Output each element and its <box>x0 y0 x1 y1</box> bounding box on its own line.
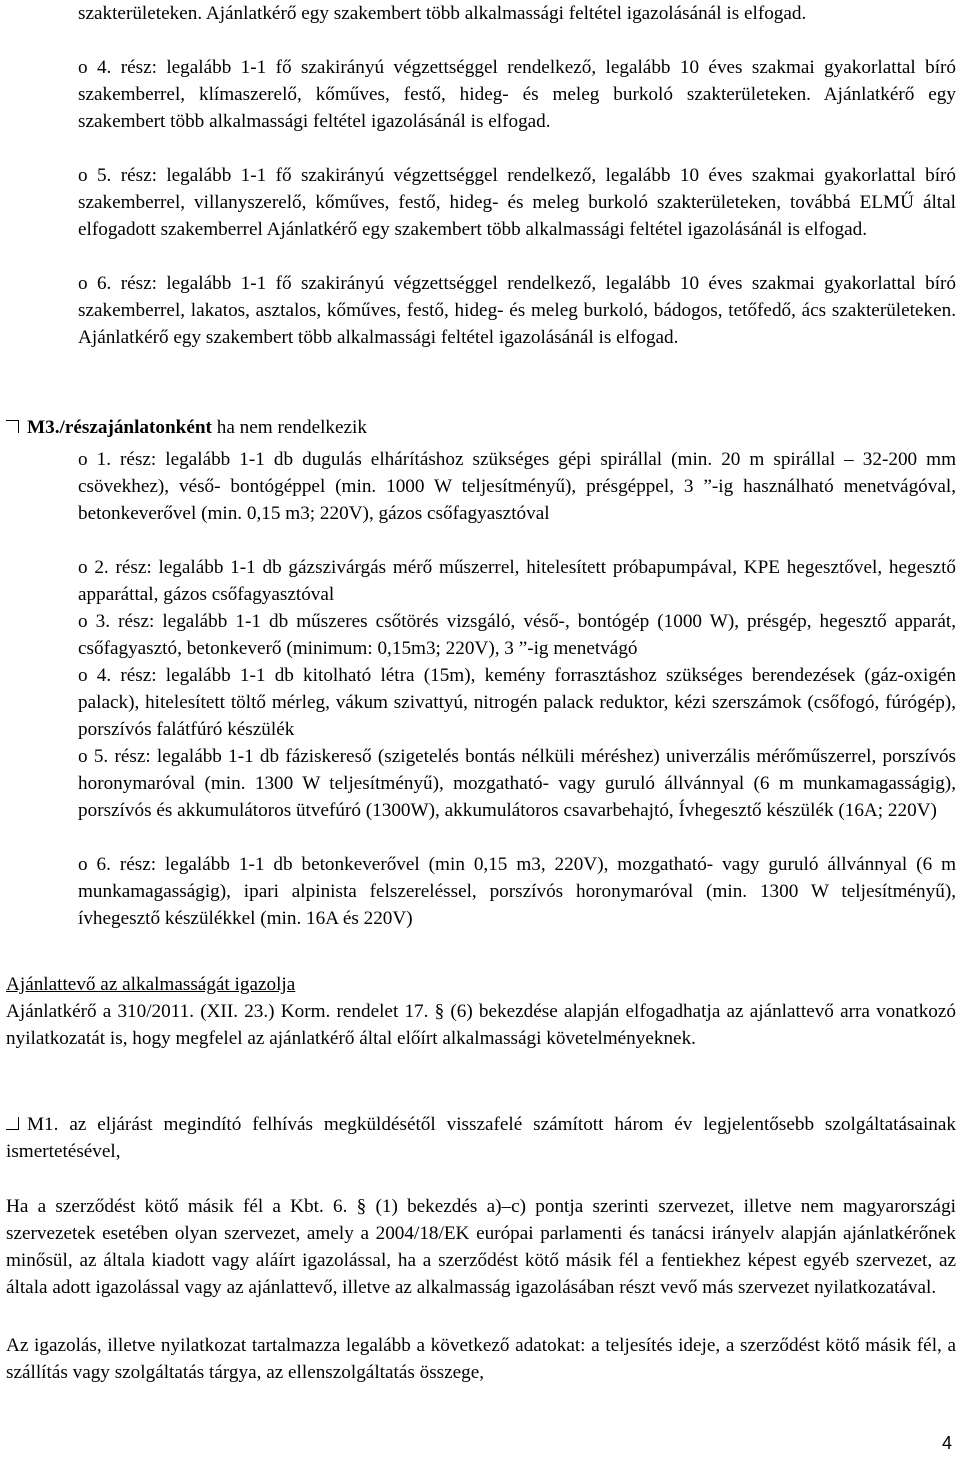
list-item-label: o 6. <box>78 854 111 875</box>
m3-heading-rest: ha nem rendelkezik <box>211 417 367 438</box>
list-item-text: rész: legalább 1-1 db dugulás elhárításhoz szükséges gépi spirállal (min. 20 m spirállal – 32-200 mm csövekhez), véső- bontógéppel (min. 1000 W teljesítményű), présgéppel, 3 ”-ig használható menetvágóval, betonkeverővel (min. 0,15 m3; 220V), gázos csőfagyasztóval <box>78 449 957 524</box>
proof-heading <box>6 971 956 998</box>
m3-heading <box>6 414 956 441</box>
closing-paragraph-1-text: Ha a szerződést kötő másik fél a Kbt. 6. § (1) bekezdés a)–c) pontja szerinti szervezet, illetve nem magyarországi szervezetek esetében olyan szervezet, amely a 2004/18/EK európai parlamenti és tanácsi irányelv alapján ajánlatkérőnek minősül, az általa kiadott vagy aláírt igazolással, ha a szerződést kötő másik fél a fentiekhez képest egyéb szervezet, az általa adott igazolással vagy az ajánlattevő, illetve az alkalmasság igazolásában részt vevő más szervezet nyilatkozatával. <box>6 1196 956 1298</box>
bullet-square-icon <box>6 420 19 433</box>
list-item-text: rész: legalább 1-1 db fáziskereső (szigetelés bontás nélküli méréshez) univerzális mérőműszerrel, porszívós horonymaróval (min. 1300 W teljesítményű), mozgatható- vagy guruló állvánnyal (6 m munkamagasságig), porszívós és akkumulátoros ütvefúró (1300W), akkumulátoros csavarbehajtó, Ívhegesztő készülék (16A; 220V) <box>78 746 957 821</box>
m3-item-5 <box>78 743 956 824</box>
list-item-text: rész: legalább 1-1 db betonkeverővel (min 0,15 m3, 220V), mozgatható- vagy guruló állvánnyal (6 m munkamagasságig), ipari alpinista felszereléssel, porszívós horonymaróval (min. 1300 W teljesítményű), ívhegesztő készülékkel (min. 16A és 220V) <box>78 854 957 929</box>
list-item-label: o 1. <box>78 449 112 470</box>
m1-paragraph <box>6 1111 956 1165</box>
m3-item-3 <box>78 608 956 662</box>
m3-item-2 <box>78 554 956 608</box>
list-item-text: rész: legalább 1-1 fő szakirányú végzettséggel rendelkező, legalább 10 éves szakmai gyakorlattal bíró szakemberrel, villanyszerelő, kőműves, festő, hideg- és meleg burkoló szakterületeken, továbbá ELMŰ által elfogadott szakemberrel Ajánlatkérő egy szakembert több alkalmassági feltétel igazolásánál is elfogad. <box>78 165 957 240</box>
list-item-label: o 3. <box>78 611 111 632</box>
closing-paragraph-2 <box>6 1332 956 1386</box>
m3-item-1 <box>78 446 956 527</box>
m3-heading-bold: M3./részajánlatonként <box>27 417 212 438</box>
paragraph-continuation <box>78 0 956 27</box>
list-item-label: o 5. <box>78 165 112 186</box>
paragraph-text: szakterületeken. Ajánlatkérő egy szakembert több alkalmassági feltétel igazolásánál is elfogad. <box>78 3 807 24</box>
list-item-part-4 <box>78 54 956 135</box>
list-item-text: rész: legalább 1-1 fő szakirányú végzettséggel rendelkező, legalább 10 éves szakmai gyakorlattal bíró szakemberrel, klímaszerelő, kőműves, festő, hideg- és meleg burkoló szakterületeken. Ajánlatkérő egy szakembert több alkalmassági feltétel igazolásánál is elfogad. <box>78 57 957 132</box>
page-number: 4 <box>941 1433 952 1453</box>
proof-heading-text: Ajánlattevő az alkalmasságát igazolja <box>6 974 296 995</box>
list-item-label: o 6. <box>78 273 112 294</box>
m1-text: M1. az eljárást megindító felhívás megküldésétől visszafelé számított három év legjelentősebb szolgáltatásainak ismertetésével, <box>6 1114 956 1162</box>
list-item-label: o 4. <box>78 665 112 686</box>
m3-item-6 <box>78 851 956 932</box>
list-item-label: o 2. <box>78 557 109 578</box>
list-item-label: o 4. <box>78 57 112 78</box>
proof-paragraph <box>6 998 956 1052</box>
list-item-text: rész: legalább 1-1 db gázszivárgás mérő műszerrel, hitelesített próbapumpával, KPE hegesztővel, hegesztő apparáttal, gázos csőfagyasztóval <box>78 557 956 605</box>
m3-item-4 <box>78 662 956 743</box>
list-item-label: o 5. <box>78 746 109 767</box>
bullet-square-icon <box>6 1117 19 1130</box>
list-item-text: rész: legalább 1-1 db kitolható létra (15m), kemény forrasztáshoz szükséges berendezések (gáz-oxigén palack), hitelesített töltő mérleg, vákum szivattyú, nitrogén palack reduktor, kézi szerszámok (csőfogó, fúrógép), porszívós falátfúró készülék <box>78 665 957 740</box>
proof-paragraph-text: Ajánlatkérő a 310/2011. (XII. 23.) Korm. rendelet 17. § (6) bekezdése alapján elfogadhatja az ajánlattevő arra vonatkozó nyilatkozatát is, hogy megfelel az ajánlatkérő által előírt alkalmassági követelményeknek. <box>6 1001 956 1049</box>
list-item-text: rész: legalább 1-1 db műszeres csőtörés vizsgáló, véső-, bontógép (1000 W), présgép, hegesztő apparát, csőfagyasztó, betonkeverő (minimum: 0,15m3; 220V), 3 ”-ig menetvágó <box>78 611 956 659</box>
list-item-text: rész: legalább 1-1 fő szakirányú végzettséggel rendelkező, legalább 10 éves szakmai gyakorlattal bíró szakemberrel, lakatos, asztalos, kőműves, festő, hideg- és meleg burkoló, bádogos, tetőfedő, ács szakterületeken. Ajánlatkérő egy szakembert több alkalmassági feltétel igazolásánál is elfogad. <box>78 273 957 348</box>
list-item-part-6 <box>78 270 956 351</box>
closing-paragraph-1 <box>6 1193 956 1301</box>
list-item-part-5 <box>78 162 956 243</box>
closing-paragraph-2-text: Az igazolás, illetve nyilatkozat tartalmazza legalább a következő adatokat: a teljesítés ideje, a szerződést kötő másik fél, a szállítás vagy szolgáltatás tárgya, az ellenszolgáltatás összege, <box>6 1335 956 1383</box>
